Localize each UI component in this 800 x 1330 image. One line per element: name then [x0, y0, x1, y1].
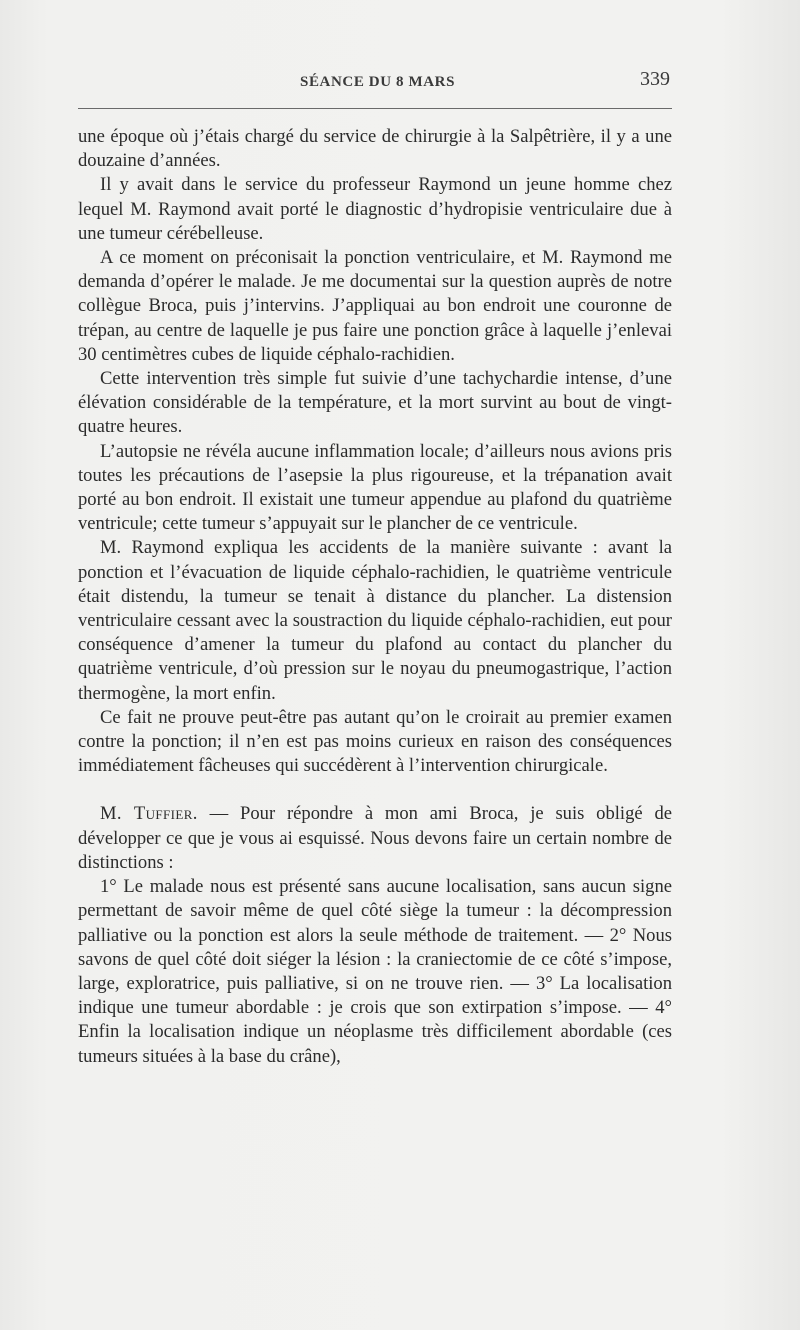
- paragraph-tuffier: [78, 802, 672, 875]
- paragraph-raymond-patient: Il y avait dans le service du professeur Raymond un jeune homme chez lequel M. Raymond avait porté le diagnostic d’hydropisie ventriculaire due à une tumeur cérébelleuse.: [78, 174, 672, 244]
- page-body: [78, 125, 672, 1069]
- speaker-text: — Pour répondre à mon ami Broca, je suis obligé de développer ce que je vous ai esquissé. Nous devons faire un certain nombre de distinctions :: [78, 803, 672, 873]
- paragraph-distinctions: 1° Le malade nous est présenté sans aucune localisation, sans aucun signe permettant de savoir même de quel côté siège la tumeur : la décompression palliative ou la ponction est alors la seule méthode de traitement. — 2° Nous savons de quel côté doit siéger la lésion : la craniectomie de ce côté s’impose, large, exploratrice, puis palliative, si on ne trouve rien. — 3° La localisation indique une tumeur abordable : je crois que son extirpation s’impose. — 4° Enfin la localisation indique un néoplasme très difficilement abordable (ces tumeurs situées à la base du crâne),: [78, 876, 672, 1067]
- paragraph-autopsy: L’autopsie ne révéla aucune inflammation locale; d’ailleurs nous avions pris toutes les précautions de l’asepsie la plus rigoureuse, et la trépanation avait porté au bon endroit. Il existait une tumeur appendue au plafond du quatrième ventricule; cette tumeur s’appuyait sur le plancher de ce ventricule.: [78, 440, 672, 535]
- paragraph-ventricular-puncture: A ce moment on préconisait la ponction ventriculaire, et M. Raymond me demanda d’opérer le malade. Je me documentai sur la question auprès de notre collègue Broca, puis j’intervins. J’appliquai au bon endroit une couronne de trépan, au centre de laquelle je pus faire une ponction grâce à laquelle j’enlevai 30 centimètres cubes de liquide céphalo-rachidien.: [78, 247, 672, 365]
- speaker-name: M. Tuffier.: [100, 803, 198, 825]
- paragraph-continuation: une époque où j’étais chargé du service de chirurgie à la Salpêtrière, il y a une douzaine d’années.: [78, 126, 672, 172]
- paragraph-tachycardia: Cette intervention très simple fut suivie d’une tachychardie intense, d’une élévation considérable de la température, et la mort survint au bout de vingt-quatre heures.: [78, 368, 672, 438]
- paragraph-raymond-explanation: M. Raymond expliqua les accidents de la manière suivante : avant la ponction et l’évacuation de liquide céphalo-rachidien, le quatrième ventricule était distendu, la tumeur se tenait à distance du plancher. La distension ventriculaire cessant avec la soustraction du liquide céphalo-rachidien, eut pour conséquence d’amener la tumeur du plafond au contact du plancher du quatrième ventricule, d’où pression sur le noyau du pneumogastrique, l’action thermogène, la mort enfin.: [78, 537, 672, 704]
- paragraph-conclusion: Ce fait ne prouve peut-être pas autant qu’on le croirait au premier examen contre la ponction; il n’en est pas moins curieux en raison des conséquences immédiatement fâcheuses qui succédèrent à l’intervention chirurgicale.: [78, 706, 672, 777]
- header-rule: [78, 108, 672, 109]
- header-title: SÉANCE DU 8 MARS: [300, 74, 456, 90]
- running-header: [78, 66, 672, 98]
- page-number: 339: [640, 68, 670, 90]
